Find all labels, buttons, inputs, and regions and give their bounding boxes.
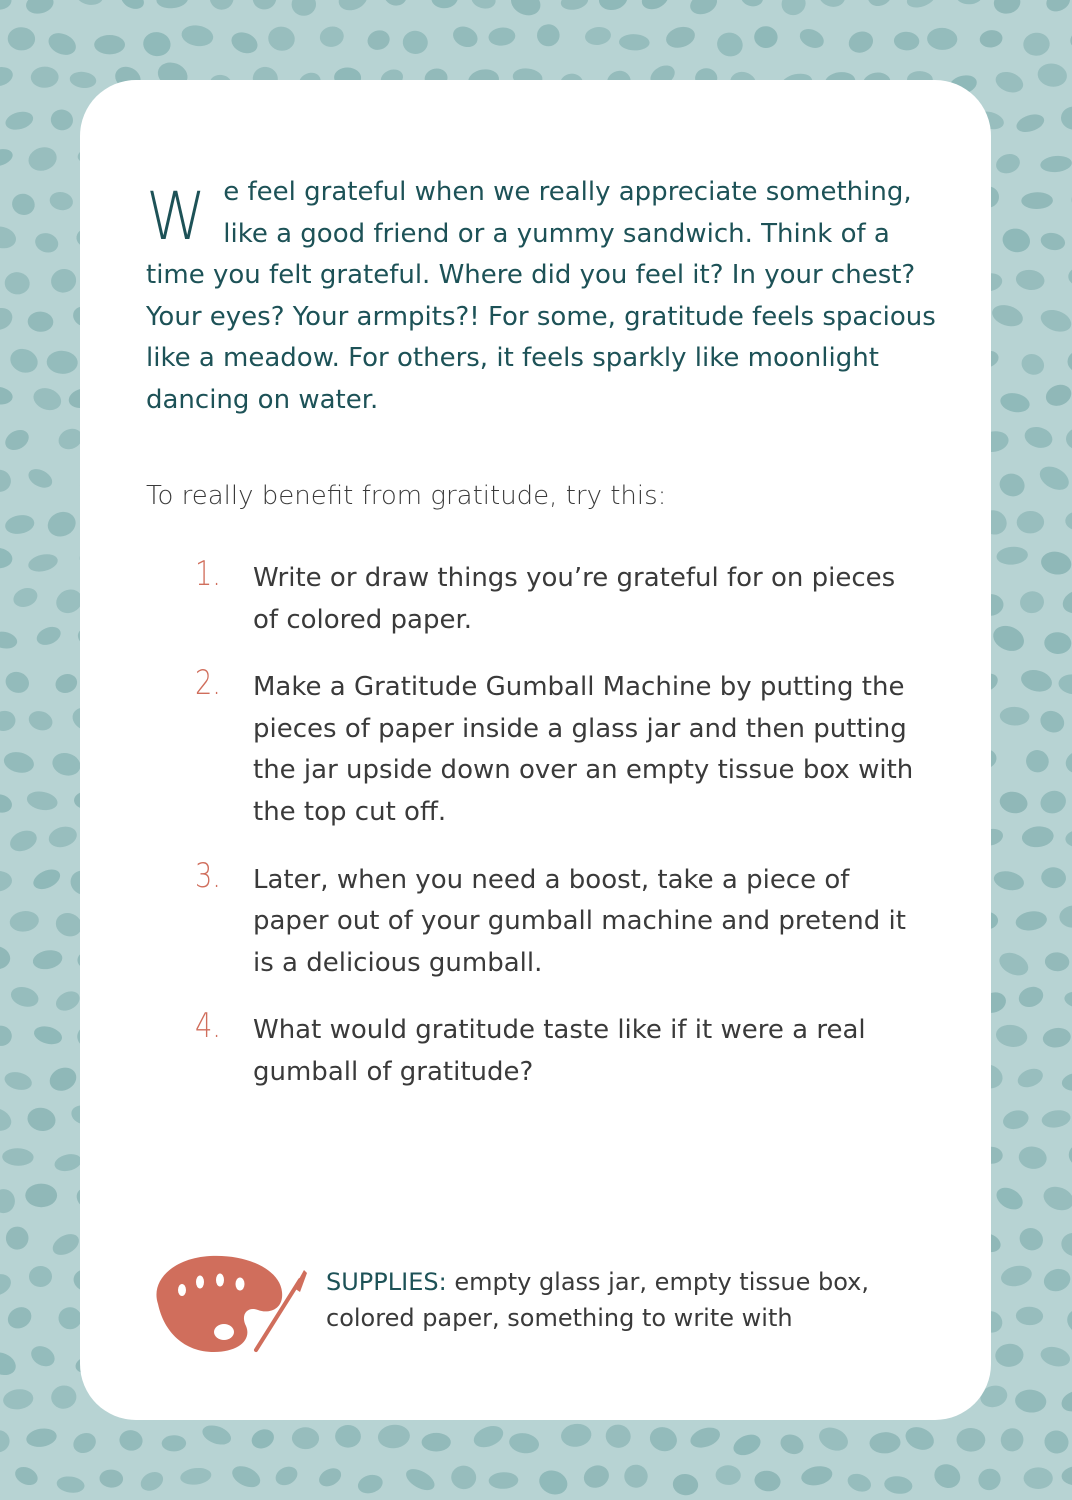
background-dot: [1068, 266, 1072, 287]
background-dot: [998, 1426, 1026, 1454]
background-dot: [992, 0, 1022, 16]
background-dot: [1014, 1388, 1047, 1413]
step-number: 3.: [195, 855, 221, 896]
background-dot: [2, 426, 33, 454]
background-dot: [507, 0, 545, 20]
background-dot: [209, 0, 234, 10]
background-dot: [1044, 952, 1070, 972]
background-dot: [229, 1462, 264, 1491]
background-dot: [7, 27, 35, 51]
background-dot: [26, 144, 60, 174]
background-dot: [975, 1465, 1004, 1493]
background-dot: [31, 66, 59, 88]
background-dot: [402, 30, 429, 56]
background-dot: [1059, 586, 1072, 617]
background-dot: [846, 28, 877, 56]
background-dot: [0, 1189, 16, 1214]
background-dot: [1015, 1065, 1046, 1091]
background-dot: [2, 1148, 34, 1166]
background-dot: [1016, 511, 1044, 534]
background-dot: [1044, 632, 1072, 655]
background-dot: [869, 1431, 901, 1454]
background-dot: [4, 1303, 35, 1332]
background-dot: [777, 1431, 806, 1458]
background-dot: [1001, 1107, 1031, 1131]
background-dot: [730, 1431, 764, 1460]
background-dot: [597, 0, 630, 13]
background-dot: [25, 1426, 58, 1449]
step-text: Make a Gratitude Gumball Machine by putting the pieces of paper inside a glass jar and then putting the jar upside down over an empty tissue box with the top cut off.: [253, 672, 914, 827]
background-dot: [1061, 1465, 1072, 1486]
background-dot: [0, 709, 17, 733]
background-dot: [6, 1226, 29, 1249]
background-dot: [893, 31, 919, 51]
background-dot: [266, 25, 296, 53]
background-dot: [291, 0, 316, 16]
background-dot: [11, 585, 40, 611]
background-dot: [3, 109, 35, 133]
background-dot: [904, 0, 938, 11]
background-dot: [335, 1425, 362, 1448]
background-dot: [1065, 426, 1072, 451]
background-dot: [162, 1435, 187, 1452]
background-dot: [48, 266, 79, 296]
background-dot: [318, 24, 345, 48]
background-dot: [1040, 155, 1072, 174]
background-dot: [993, 1183, 1027, 1214]
background-dot: [1022, 424, 1055, 451]
background-dot: [927, 27, 958, 50]
background-dot: [1041, 1266, 1072, 1295]
step-item: [195, 1006, 920, 1093]
background-dot: [0, 468, 13, 494]
background-dot: [356, 1472, 385, 1496]
background-dot: [989, 621, 1027, 655]
background-dot: [1036, 61, 1069, 88]
background-dot: [996, 948, 1032, 980]
background-dot: [45, 29, 79, 59]
background-dot: [800, 1464, 834, 1488]
background-dot: [992, 868, 1026, 893]
background-dot: [316, 1465, 344, 1490]
background-dot: [34, 623, 63, 648]
background-dot: [1023, 32, 1051, 57]
step-number: 4.: [195, 1006, 221, 1047]
supplies-label: SUPPLIES:: [326, 1268, 447, 1296]
background-dot: [715, 1465, 741, 1485]
background-dot: [753, 1469, 782, 1493]
background-dot: [664, 24, 698, 51]
step-number: 2.: [195, 663, 221, 704]
background-dot: [1063, 748, 1072, 777]
background-dot: [1014, 111, 1046, 135]
background-dot: [12, 1463, 40, 1488]
background-dot: [672, 1473, 700, 1497]
background-dot: [1068, 350, 1072, 374]
drop-cap: W: [146, 178, 207, 255]
background-dot: [902, 1423, 937, 1454]
background-dot: [0, 792, 14, 816]
background-dot: [4, 271, 31, 296]
background-dot: [815, 0, 849, 11]
background-dot: [1063, 990, 1072, 1010]
intro-paragraph: [146, 172, 946, 422]
step-item: [195, 855, 920, 985]
background-dot: [25, 789, 59, 813]
background-dot: [1022, 746, 1053, 776]
supplies-section: [144, 1240, 944, 1360]
background-dot: [50, 1384, 79, 1411]
background-dot: [1041, 1427, 1071, 1456]
background-dot: [1060, 106, 1072, 131]
background-dot: [1061, 1071, 1072, 1093]
background-dot: [0, 945, 11, 971]
background-dot: [1068, 185, 1072, 215]
background-dot: [0, 630, 19, 651]
step-item: [195, 554, 920, 641]
background-dot: [999, 1263, 1034, 1289]
background-dot: [118, 1428, 144, 1452]
background-dot: [46, 350, 78, 375]
background-dot: [1024, 1467, 1053, 1489]
background-dot: [179, 1466, 212, 1486]
background-dot: [56, 1475, 86, 1495]
background-dot: [1016, 1224, 1047, 1255]
background-dot: [1067, 25, 1072, 52]
background-dot: [815, 1423, 851, 1455]
background-dot: [1017, 1145, 1048, 1171]
background-dot: [1018, 589, 1045, 615]
background-dot: [75, 0, 105, 7]
background-dot: [1016, 1306, 1044, 1325]
background-dot: [25, 1105, 57, 1133]
background-dot: [24, 0, 55, 16]
supplies-text: [326, 1264, 926, 1336]
background-dot: [8, 984, 40, 1010]
background-dot: [26, 708, 55, 733]
background-dot: [58, 1306, 83, 1330]
background-dot: [69, 70, 97, 89]
background-dot: [0, 1427, 13, 1455]
background-dot: [2, 1388, 34, 1412]
step-text: Write or draw things you’re grateful for on pieces of colored paper.: [253, 563, 896, 635]
background-dot: [1065, 1140, 1072, 1170]
background-dot: [714, 29, 746, 59]
background-dot: [28, 1342, 59, 1370]
background-dot: [1040, 1183, 1072, 1215]
background-dot: [1039, 231, 1067, 253]
supplies-list: empty glass jar, empty tissue box, colored paper, something to write with: [326, 1268, 870, 1332]
background-dot: [8, 909, 40, 933]
background-dot: [688, 1424, 723, 1451]
background-dot: [1043, 0, 1072, 15]
background-dot: [49, 1230, 82, 1259]
background-dot: [118, 0, 147, 12]
background-dot: [997, 470, 1028, 499]
background-dot: [377, 1423, 411, 1450]
background-dot: [0, 1024, 13, 1047]
background-dot: [0, 1103, 14, 1134]
background-dot: [46, 823, 79, 850]
background-dot: [0, 224, 18, 252]
background-dot: [1040, 1108, 1071, 1129]
background-dot: [488, 26, 517, 47]
background-dot: [180, 23, 215, 48]
background-dot: [46, 1063, 80, 1095]
background-dot: [536, 1467, 571, 1499]
background-dot: [0, 304, 16, 334]
background-dot: [559, 0, 589, 12]
background-dot: [30, 866, 63, 893]
background-dot: [31, 948, 64, 972]
background-dot: [53, 671, 80, 696]
background-dot: [623, 1464, 649, 1489]
background-dot: [797, 25, 827, 51]
background-dot: [4, 513, 36, 536]
background-dot: [998, 789, 1030, 816]
background-dot: [845, 1471, 874, 1495]
background-dot: [0, 0, 12, 10]
background-dot: [292, 1427, 320, 1450]
background-dot: [27, 311, 54, 333]
background-dot: [70, 1429, 99, 1456]
step-number: 1.: [195, 554, 221, 594]
background-dot: [156, 0, 189, 10]
background-dot: [365, 27, 392, 52]
step-text: Later, when you need a boost, take a piece of paper out of your gumball machine and pretend it is a delicious gumball.: [253, 864, 906, 978]
background-dot: [488, 1472, 518, 1490]
background-dot: [25, 1184, 57, 1208]
background-dot: [450, 1464, 478, 1490]
background-dot: [383, 0, 409, 7]
background-dot: [27, 552, 60, 575]
background-dot: [1000, 226, 1032, 255]
background-dot: [1038, 1344, 1072, 1370]
background-dot: [999, 391, 1032, 415]
step-text: What would gratitude taste like if it were a real gumball of gratitude?: [253, 1015, 866, 1087]
background-dot: [956, 1428, 986, 1453]
background-dot: [0, 1348, 19, 1379]
paint-palette-icon: [144, 1240, 314, 1360]
background-dot: [1042, 1026, 1072, 1049]
background-dot: [0, 1270, 14, 1299]
background-dot: [249, 1426, 278, 1452]
background-dot: [1015, 268, 1046, 291]
background-dot: [1065, 511, 1072, 530]
background-dot: [33, 230, 61, 255]
background-dot: [2, 669, 32, 697]
background-dot: [536, 24, 560, 47]
background-dot: [422, 1433, 451, 1452]
background-dot: [930, 1460, 964, 1492]
background-dot: [137, 1468, 166, 1494]
background-dot: [450, 23, 481, 51]
background-dot: [1014, 909, 1048, 932]
background-dot: [647, 1424, 681, 1455]
background-dot: [619, 34, 650, 51]
background-dot: [1021, 192, 1053, 209]
background-dot: [469, 0, 497, 11]
background-dot: [32, 1023, 64, 1047]
background-dot: [403, 1465, 438, 1495]
background-dot: [49, 108, 75, 133]
background-dot: [53, 988, 83, 1015]
background-dot: [979, 29, 1004, 49]
background-dot: [272, 1463, 300, 1489]
background-dot: [9, 191, 38, 219]
background-dot: [1058, 673, 1072, 696]
background-dot: [1059, 905, 1072, 929]
background-dot: [1037, 707, 1068, 736]
background-dot: [50, 750, 83, 779]
background-dot: [778, 0, 808, 18]
background-dot: [956, 0, 982, 5]
background-dot: [0, 146, 15, 169]
background-dot: [994, 1023, 1028, 1049]
background-dot: [25, 465, 55, 491]
background-dot: [604, 1423, 632, 1450]
background-dot: [0, 385, 14, 406]
background-dot: [1063, 1304, 1072, 1339]
background-dot: [999, 706, 1029, 726]
background-dot: [883, 1475, 913, 1496]
background-dot: [1036, 462, 1072, 495]
background-dot: [993, 68, 1026, 96]
background-dot: [1040, 866, 1067, 890]
background-dot: [3, 1069, 34, 1092]
background-dot: [989, 301, 1025, 330]
background-dot: [200, 1422, 234, 1448]
background-dot: [99, 1469, 124, 1488]
background-dot: [996, 545, 1029, 565]
background-dot: [1018, 350, 1048, 378]
background-dot: [251, 0, 278, 11]
background-dot: [228, 29, 261, 58]
background-dot: [1016, 983, 1046, 1010]
background-dot: [335, 0, 370, 14]
instructions-lead: To really benefit from gratitude, try this:: [146, 481, 667, 511]
background-dot: [508, 1431, 541, 1455]
activity-card: [80, 80, 991, 1420]
background-dot: [1039, 549, 1072, 577]
background-dot: [753, 25, 778, 49]
background-dot: [687, 0, 720, 18]
intro-text: e feel grateful when we really appreciate something, like a good friend or a yummy sandwich. Think of a time you felt grateful. Where did you feel it? In your chest? Your eyes? Your armpits?! For some, gratitude feels spacious like a meadow. For others, it feels sparkly like moonlight dancing on water.: [146, 177, 936, 415]
background-dot: [7, 345, 42, 377]
background-dot: [2, 749, 36, 775]
background-dot: [1059, 1230, 1072, 1258]
background-dot: [94, 35, 125, 54]
background-dot: [30, 384, 64, 413]
background-dot: [1021, 825, 1055, 849]
background-dot: [44, 508, 79, 541]
background-dot: [53, 1152, 83, 1174]
background-dot: [142, 30, 172, 58]
background-dot: [584, 26, 612, 47]
background-dot: [1019, 667, 1054, 695]
background-dot: [1043, 381, 1072, 409]
background-dot: [1058, 1387, 1072, 1415]
background-dot: [638, 0, 671, 13]
background-dot: [0, 64, 15, 89]
background-dot: [994, 1343, 1024, 1368]
background-dot: [560, 1422, 593, 1448]
background-dot: [864, 0, 895, 10]
step-item: [195, 663, 920, 833]
steps-list: [195, 554, 920, 1120]
background-dot: [7, 827, 40, 855]
background-dot: [1065, 829, 1072, 848]
background-dot: [1037, 787, 1069, 816]
background-dot: [994, 151, 1023, 176]
background-dot: [29, 1266, 52, 1287]
background-dot: [739, 0, 764, 8]
background-dot: [431, 0, 459, 9]
background-dot: [471, 1422, 507, 1451]
background-dot: [0, 870, 13, 893]
background-dot: [48, 190, 74, 212]
background-dot: [580, 1462, 612, 1492]
background-dot: [1038, 306, 1072, 336]
background-dot: [0, 546, 13, 570]
